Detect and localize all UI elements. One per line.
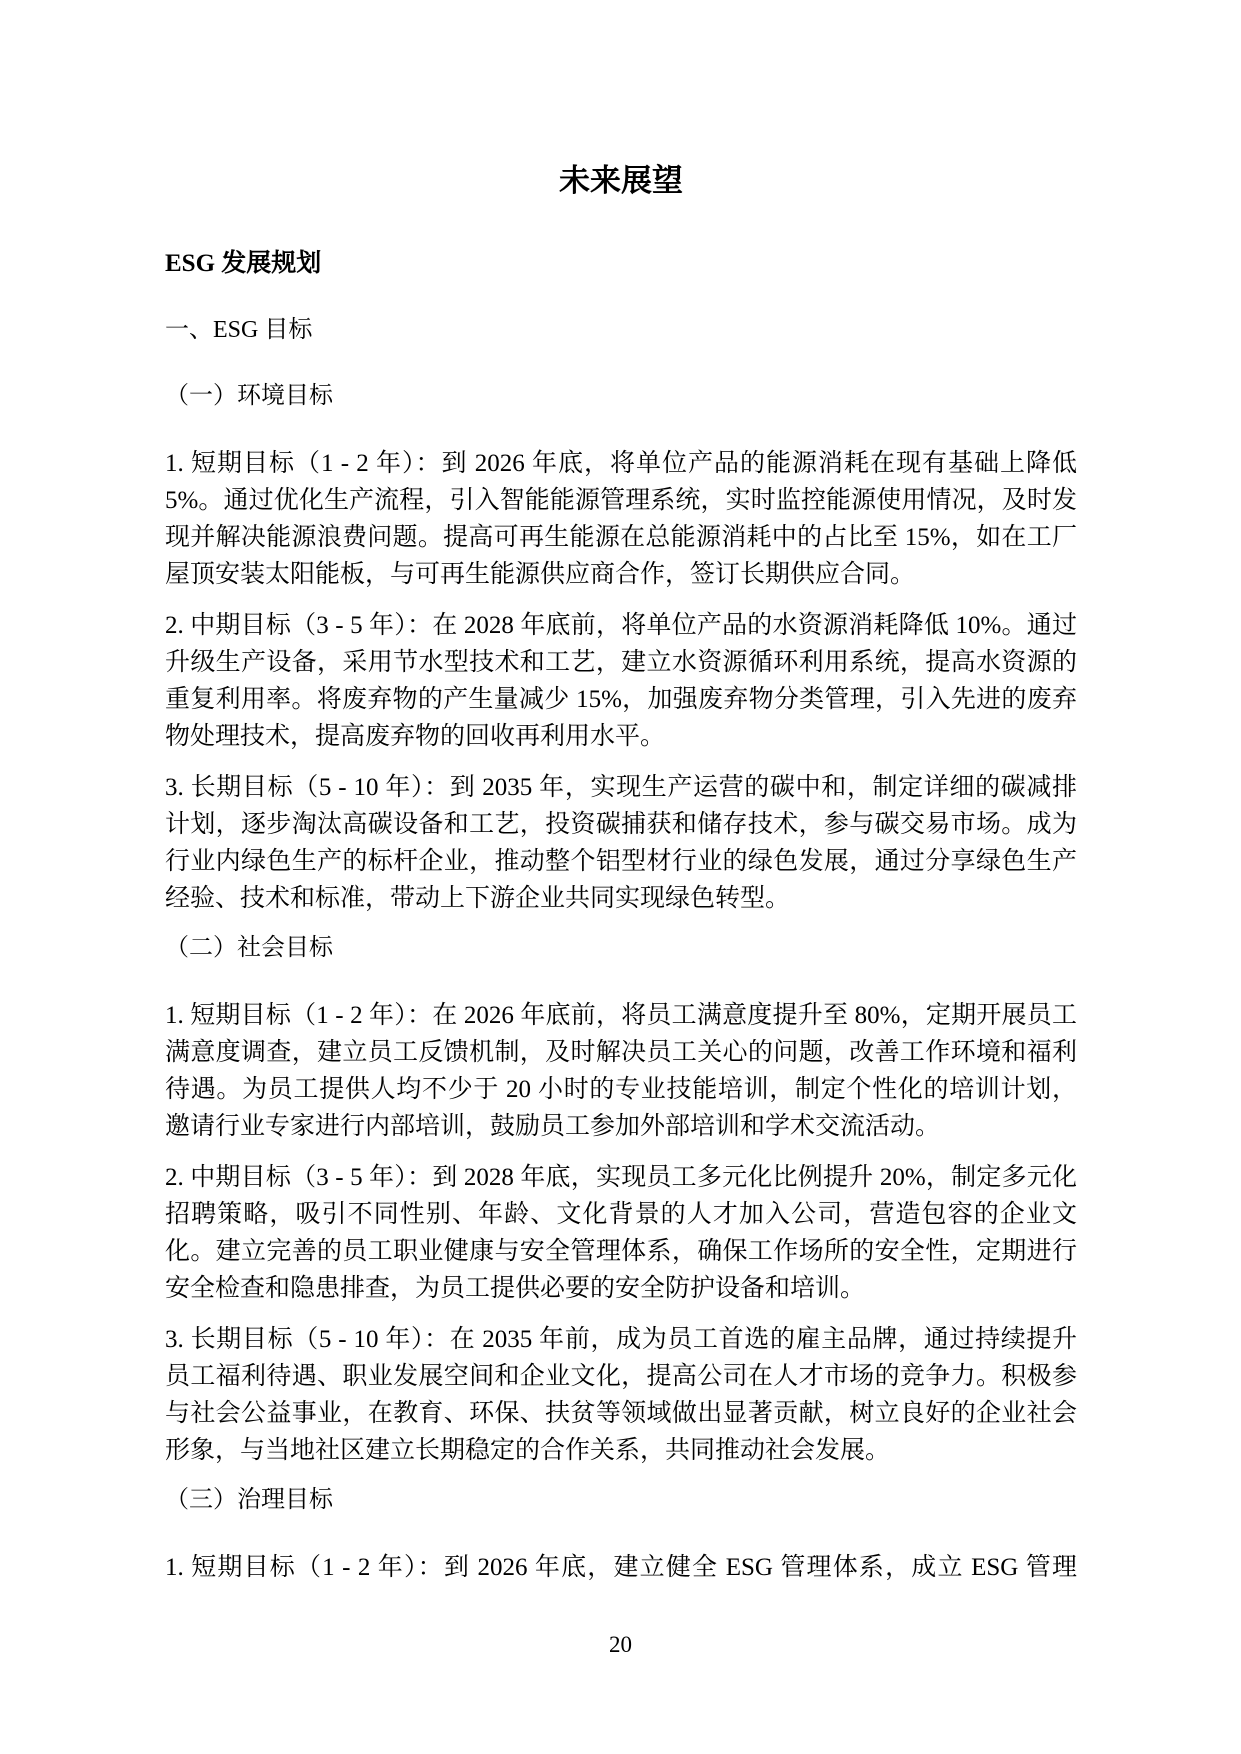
page-number: 20 [609,1632,632,1657]
document-title: 未来展望 [559,163,683,198]
social-short-term-paragraph: 1. 短期目标（1 - 2 年）：在 2026 年底前，将员工满意度提升至 80%，定期开展员工满意度调查，建立员工反馈机制，及时解决员工关心的问题，改善工作环境和福利待遇。为员工提供人均不少于 20 小时的专业技能培训，制定个性化的培训计划，邀请行业专家进行内部培训，鼓励员工参加外部培训和学术交流活动。 [165,1002,1077,1140]
chapter-title-esg-goals: 一、ESG 目标 [165,317,313,343]
environment-short-term-paragraph: 1. 短期目标（1 - 2 年）：到 2026 年底，将单位产品的能源消耗在现有基础上降低 5%。通过优化生产流程，引入智能能源管理系统，实时监控能源使用情况，及时发现并解决能源浪费问题。提高可再生能源在总能源消耗中的占比至 15%，如在工厂屋顶安装太阳能板，与可再生能源供应商合作，签订长期供应合同。 [165,450,1077,588]
environment-mid-term-paragraph: 2. 中期目标（3 - 5 年）：在 2028 年底前，将单位产品的水资源消耗降低 10%。通过升级生产设备，采用节水型技术和工艺，建立水资源循环利用系统，提高水资源的重复利用率。将废弃物的产生量减少 15%，加强废弃物分类管理，引入先进的废弃物处理技术，提高废弃物的回收再利用水平。 [165,612,1077,750]
social-mid-term-paragraph: 2. 中期目标（3 - 5 年）：到 2028 年底，实现员工多元化比例提升 20%，制定多元化招聘策略，吸引不同性别、年龄、文化背景的人才加入公司，营造包容的企业文化。建立完善的员工职业健康与安全管理体系，确保工作场所的安全性，定期进行安全检查和隐患排查，为员工提供必要的安全防护设备和培训。 [165,1164,1077,1302]
subsection-title-governance: （三）治理目标 [165,1487,333,1513]
environment-long-term-paragraph: 3. 长期目标（5 - 10 年）：到 2035 年，实现生产运营的碳中和，制定详细的碳减排计划，逐步淘汰高碳设备和工艺，投资碳捕获和储存技术，参与碳交易市场。成为行业内绿色生产的标杆企业，推动整个铝型材行业的绿色发展，通过分享绿色生产经验、技术和标准，带动上下游企业共同实现绿色转型。 [165,774,1077,912]
social-long-term-paragraph: 3. 长期目标（5 - 10 年）：在 2035 年前，成为员工首选的雇主品牌，通过持续提升员工福利待遇、职业发展空间和企业文化，提高公司在人才市场的竞争力。积极参与社会公益事业，在教育、环保、扶贫等领域做出显著贡献，树立良好的企业社会形象，与当地社区建立长期稳定的合作关系，共同推动社会发展。 [165,1326,1077,1464]
subsection-title-environment: （一）环境目标 [165,383,333,409]
esg-plan-heading: ESG 发展规划 [165,250,322,277]
subsection-title-social: （二）社会目标 [165,935,333,961]
governance-short-term-paragraph: 1. 短期目标（1 - 2 年）：到 2026 年底，建立健全 ESG 管理体系，成立 ESG 管理 [165,1554,1077,1581]
